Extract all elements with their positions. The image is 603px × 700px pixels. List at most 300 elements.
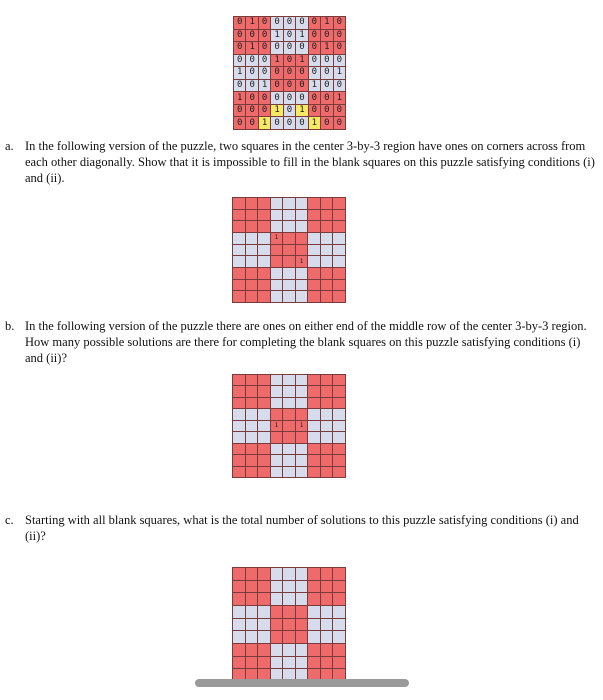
grid-cell	[246, 409, 258, 419]
grid-cell	[271, 268, 283, 279]
grid-cell	[233, 444, 245, 454]
given-one-cell: 1	[296, 256, 308, 267]
grid-cell	[283, 606, 295, 618]
grid-cell	[258, 198, 270, 209]
question-c	[5, 512, 597, 544]
grid-cell: 0	[284, 42, 295, 54]
grid-cell	[233, 467, 245, 477]
grid-cell	[321, 606, 333, 618]
grid-cell	[296, 568, 308, 580]
grid-cell	[296, 291, 308, 302]
grid-cell: 1	[296, 55, 307, 67]
grid-cell: 1	[309, 117, 320, 129]
grid-cell: 0	[334, 30, 345, 42]
grid-cell	[283, 644, 295, 656]
grid-cell	[283, 593, 295, 605]
grid-cell	[308, 593, 320, 605]
grid-cell	[246, 568, 258, 580]
grid-cell	[233, 657, 245, 669]
grid-cell	[271, 619, 283, 631]
grid-cell	[258, 581, 270, 593]
grid-cell: 1	[246, 17, 257, 29]
question-c-label: c.	[5, 513, 14, 527]
puzzle-grid-c	[232, 567, 346, 682]
grid-cell	[271, 256, 283, 267]
grid-cell	[296, 444, 308, 454]
grid-cell	[271, 280, 283, 291]
grid-cell	[233, 245, 245, 256]
grid-cell: 0	[296, 117, 307, 129]
grid-cell	[283, 581, 295, 593]
grid-cell	[333, 256, 345, 267]
grid-cell	[283, 386, 295, 396]
grid-cell	[333, 631, 345, 643]
grid-cell	[246, 619, 258, 631]
grid-cell: 0	[246, 30, 257, 42]
grid-cell: 0	[334, 17, 345, 29]
grid-cell: 0	[234, 17, 245, 29]
grid-cell: 1	[246, 42, 257, 54]
grid-cell	[321, 455, 333, 465]
grid-cell	[258, 467, 270, 477]
grid-cell	[271, 455, 283, 465]
grid-cell: 0	[234, 30, 245, 42]
grid-cell	[271, 593, 283, 605]
grid-cell	[296, 409, 308, 419]
grid-cell	[233, 256, 245, 267]
grid-cell: 1	[234, 92, 245, 104]
grid-cell: 0	[271, 42, 282, 54]
grid-cell	[271, 198, 283, 209]
grid-cell: 1	[309, 80, 320, 92]
grid-cell	[308, 619, 320, 631]
grid-cell: 0	[259, 92, 270, 104]
grid-cell	[283, 268, 295, 279]
grid-cell	[246, 421, 258, 431]
grid-cell	[246, 444, 258, 454]
grid-cell	[321, 245, 333, 256]
grid-cell	[333, 657, 345, 669]
question-b-label: b.	[5, 319, 15, 333]
grid-cell	[246, 375, 258, 385]
grid-cell: 0	[284, 105, 295, 117]
grid-cell	[321, 619, 333, 631]
grid-cell	[333, 291, 345, 302]
grid-cell	[321, 398, 333, 408]
grid-cell	[296, 233, 308, 244]
grid-cell	[321, 375, 333, 385]
grid-cell	[296, 198, 308, 209]
grid-cell	[321, 657, 333, 669]
grid-cell	[283, 398, 295, 408]
grid-cell	[283, 210, 295, 221]
grid-cell	[246, 432, 258, 442]
grid-cell	[258, 221, 270, 232]
grid-cell	[283, 568, 295, 580]
grid-cell: 0	[246, 92, 257, 104]
grid-cell: 0	[234, 105, 245, 117]
grid-cell	[258, 644, 270, 656]
grid-cell: 0	[321, 67, 332, 79]
grid-cell: 1	[259, 80, 270, 92]
grid-cell	[233, 221, 245, 232]
grid-cell	[296, 375, 308, 385]
grid-cell	[246, 593, 258, 605]
grid-cell	[333, 432, 345, 442]
horizontal-scrollbar[interactable]	[195, 679, 409, 687]
grid-cell: 0	[296, 17, 307, 29]
grid-cell	[258, 375, 270, 385]
grid-cell	[296, 467, 308, 477]
grid-cell	[321, 198, 333, 209]
grid-cell	[258, 256, 270, 267]
grid-cell	[308, 280, 320, 291]
grid-cell	[233, 606, 245, 618]
grid-cell	[258, 421, 270, 431]
grid-cell	[308, 398, 320, 408]
grid-cell	[321, 444, 333, 454]
grid-cell	[308, 409, 320, 419]
question-c-text: Starting with all blank squares, what is the total number of solutions to this puzzle satisfying conditions (i) and (ii)?	[25, 513, 579, 543]
grid-cell	[258, 631, 270, 643]
grid-cell	[333, 386, 345, 396]
grid-cell	[283, 256, 295, 267]
grid-cell	[233, 398, 245, 408]
grid-cell: 0	[259, 105, 270, 117]
grid-cell	[233, 568, 245, 580]
grid-cell	[308, 581, 320, 593]
grid-cell	[333, 593, 345, 605]
puzzle-grid-b	[232, 374, 346, 478]
grid-cell	[321, 233, 333, 244]
grid-cell: 0	[259, 17, 270, 29]
grid-cell: 0	[296, 80, 307, 92]
grid-cell: 1	[321, 17, 332, 29]
grid-cell	[333, 280, 345, 291]
grid-cell	[283, 198, 295, 209]
grid-cell	[321, 280, 333, 291]
grid-cell	[283, 619, 295, 631]
grid-cell	[258, 386, 270, 396]
grid-cell	[308, 198, 320, 209]
grid-cell	[283, 455, 295, 465]
grid-cell	[233, 386, 245, 396]
grid-cell	[308, 245, 320, 256]
grid-cell	[233, 375, 245, 385]
grid-cell	[308, 568, 320, 580]
grid-cell	[333, 245, 345, 256]
grid-cell	[321, 256, 333, 267]
grid-cell	[321, 432, 333, 442]
grid-cell	[283, 221, 295, 232]
grid-cell	[246, 467, 258, 477]
grid-cell	[296, 210, 308, 221]
grid-cell	[308, 644, 320, 656]
grid-cell	[283, 375, 295, 385]
grid-cell	[321, 386, 333, 396]
puzzle-grid-a	[232, 197, 346, 303]
grid-cell	[321, 467, 333, 477]
grid-cell	[246, 256, 258, 267]
grid-cell	[333, 375, 345, 385]
grid-cell	[246, 221, 258, 232]
grid-cell: 0	[284, 30, 295, 42]
grid-cell	[258, 233, 270, 244]
grid-cell	[258, 432, 270, 442]
grid-cell: 0	[321, 30, 332, 42]
grid-cell	[233, 644, 245, 656]
grid-cell: 0	[234, 80, 245, 92]
grid-cell: 0	[271, 17, 282, 29]
grid-cell	[258, 210, 270, 221]
grid-cell: 0	[321, 105, 332, 117]
grid-cell	[233, 619, 245, 631]
grid-cell: 0	[259, 30, 270, 42]
question-b-text: In the following version of the puzzle there are ones on either end of the middle row of the center 3-by-3 region. How many possible solutions are there for completing the blank squares on this puzzle satisfying conditions (i) and (ii)?	[25, 319, 587, 365]
grid-cell	[233, 268, 245, 279]
grid-cell	[246, 398, 258, 408]
grid-cell	[246, 233, 258, 244]
grid-cell: 0	[334, 117, 345, 129]
grid-cell	[296, 455, 308, 465]
grid-cell: 1	[271, 105, 282, 117]
grid-cell	[233, 210, 245, 221]
grid-cell	[296, 657, 308, 669]
grid-cell	[246, 455, 258, 465]
grid-cell	[333, 233, 345, 244]
grid-cell	[296, 644, 308, 656]
grid-cell: 1	[271, 30, 282, 42]
grid-cell: 0	[246, 117, 257, 129]
grid-cell	[333, 606, 345, 618]
grid-cell: 0	[296, 67, 307, 79]
grid-cell	[246, 631, 258, 643]
grid-cell	[308, 210, 320, 221]
grid-cell	[258, 606, 270, 618]
grid-cell: 0	[234, 117, 245, 129]
grid-cell: 0	[334, 105, 345, 117]
grid-cell	[271, 386, 283, 396]
given-one-cell: 1	[271, 233, 283, 244]
grid-cell	[333, 619, 345, 631]
grid-cell	[321, 581, 333, 593]
grid-cell	[258, 568, 270, 580]
grid-cell	[321, 593, 333, 605]
grid-cell: 0	[246, 105, 257, 117]
grid-cell	[233, 280, 245, 291]
grid-cell	[308, 455, 320, 465]
grid-cell	[271, 375, 283, 385]
grid-cell: 0	[309, 30, 320, 42]
grid-cell	[296, 619, 308, 631]
grid-cell	[283, 245, 295, 256]
grid-cell	[283, 421, 295, 431]
grid-cell	[258, 409, 270, 419]
grid-cell	[271, 467, 283, 477]
grid-cell	[233, 421, 245, 431]
grid-cell	[258, 398, 270, 408]
example-solution-grid	[233, 16, 346, 130]
grid-cell: 0	[271, 117, 282, 129]
grid-cell	[233, 198, 245, 209]
question-a	[5, 138, 597, 186]
grid-cell	[258, 593, 270, 605]
grid-cell	[283, 291, 295, 302]
grid-cell	[233, 409, 245, 419]
grid-cell	[296, 221, 308, 232]
grid-cell	[271, 291, 283, 302]
grid-cell	[333, 398, 345, 408]
grid-cell: 1	[296, 105, 307, 117]
grid-cell	[271, 221, 283, 232]
question-a-text: In the following version of the puzzle, two squares in the center 3-by-3 region have ones on corners across from each other diagonally. Show that it is impossible to fill in the blank squares on this puzzle satisfying conditions (i) and (ii).	[25, 139, 595, 185]
grid-cell	[333, 421, 345, 431]
grid-cell	[271, 245, 283, 256]
grid-cell: 0	[271, 92, 282, 104]
grid-cell	[333, 644, 345, 656]
grid-cell: 0	[259, 42, 270, 54]
grid-cell: 0	[321, 92, 332, 104]
grid-cell	[283, 233, 295, 244]
grid-cell	[308, 606, 320, 618]
grid-cell	[258, 268, 270, 279]
grid-cell: 1	[321, 42, 332, 54]
grid-cell	[308, 432, 320, 442]
grid-cell: 1	[234, 67, 245, 79]
grid-cell	[308, 421, 320, 431]
grid-cell	[283, 631, 295, 643]
grid-cell	[283, 657, 295, 669]
grid-cell: 0	[246, 80, 257, 92]
grid-cell	[246, 581, 258, 593]
grid-cell	[258, 619, 270, 631]
grid-cell	[333, 455, 345, 465]
grid-cell	[333, 409, 345, 419]
grid-cell	[246, 386, 258, 396]
grid-cell	[246, 268, 258, 279]
grid-cell	[233, 593, 245, 605]
grid-cell	[283, 432, 295, 442]
grid-cell	[308, 657, 320, 669]
grid-cell	[296, 245, 308, 256]
grid-cell	[308, 221, 320, 232]
grid-cell	[333, 568, 345, 580]
grid-cell: 0	[284, 92, 295, 104]
grid-cell	[321, 291, 333, 302]
grid-cell	[233, 631, 245, 643]
grid-cell	[246, 210, 258, 221]
grid-cell: 0	[271, 80, 282, 92]
grid-cell	[296, 386, 308, 396]
grid-cell	[233, 233, 245, 244]
grid-cell	[321, 221, 333, 232]
grid-cell	[308, 268, 320, 279]
grid-cell: 0	[246, 55, 257, 67]
grid-cell	[333, 198, 345, 209]
grid-cell	[271, 432, 283, 442]
grid-cell	[308, 233, 320, 244]
grid-cell	[296, 432, 308, 442]
grid-cell: 0	[309, 17, 320, 29]
grid-cell: 0	[246, 67, 257, 79]
grid-cell	[271, 581, 283, 593]
grid-cell	[296, 606, 308, 618]
given-one-cell: 1	[271, 421, 283, 431]
grid-cell: 0	[309, 92, 320, 104]
grid-cell	[321, 631, 333, 643]
grid-cell	[296, 593, 308, 605]
grid-cell: 0	[234, 55, 245, 67]
grid-cell	[333, 268, 345, 279]
question-a-label: a.	[5, 139, 14, 153]
grid-cell	[283, 280, 295, 291]
grid-cell	[296, 581, 308, 593]
grid-cell: 0	[309, 67, 320, 79]
grid-cell	[258, 657, 270, 669]
grid-cell: 0	[296, 92, 307, 104]
grid-cell	[246, 280, 258, 291]
grid-cell	[246, 657, 258, 669]
grid-cell	[321, 644, 333, 656]
grid-cell	[271, 631, 283, 643]
grid-cell	[283, 467, 295, 477]
grid-cell: 0	[334, 80, 345, 92]
grid-cell	[333, 581, 345, 593]
grid-cell	[271, 409, 283, 419]
grid-cell: 1	[296, 30, 307, 42]
grid-cell	[246, 291, 258, 302]
grid-cell	[308, 631, 320, 643]
grid-cell	[246, 245, 258, 256]
grid-cell	[271, 210, 283, 221]
grid-cell	[333, 221, 345, 232]
question-b	[5, 318, 597, 366]
grid-cell	[271, 606, 283, 618]
grid-cell: 1	[271, 55, 282, 67]
grid-cell	[271, 568, 283, 580]
grid-cell	[246, 644, 258, 656]
grid-cell	[258, 280, 270, 291]
grid-cell: 0	[284, 80, 295, 92]
grid-cell: 0	[284, 117, 295, 129]
grid-cell: 0	[334, 42, 345, 54]
grid-cell	[308, 256, 320, 267]
grid-cell	[233, 432, 245, 442]
grid-cell	[296, 398, 308, 408]
grid-cell	[233, 581, 245, 593]
grid-cell: 0	[296, 42, 307, 54]
grid-cell: 0	[334, 55, 345, 67]
grid-cell	[296, 280, 308, 291]
grid-cell: 0	[271, 67, 282, 79]
grid-cell	[308, 375, 320, 385]
grid-cell	[258, 291, 270, 302]
grid-cell	[321, 409, 333, 419]
grid-cell: 0	[309, 55, 320, 67]
grid-cell: 0	[259, 67, 270, 79]
grid-cell	[321, 210, 333, 221]
grid-cell	[258, 455, 270, 465]
grid-cell	[321, 568, 333, 580]
grid-cell	[258, 444, 270, 454]
grid-cell	[271, 398, 283, 408]
grid-cell	[308, 291, 320, 302]
grid-cell	[296, 268, 308, 279]
grid-cell: 1	[334, 67, 345, 79]
grid-cell: 0	[284, 17, 295, 29]
grid-cell	[333, 467, 345, 477]
grid-cell	[233, 455, 245, 465]
